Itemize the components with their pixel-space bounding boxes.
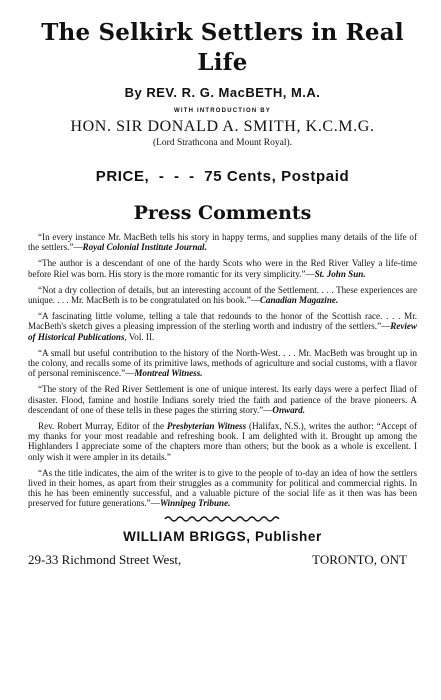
- book-title: The Selkirk Settlers in Real Life: [41, 19, 404, 76]
- review-item: “In every instance Mr. MacBeth tells his story in happy terms, and supplies many details of the life of the settlers.”—Royal Colonial Institute Journal.: [28, 232, 417, 253]
- review-source: St. John Sun.: [314, 268, 366, 279]
- publisher-name: WILLIAM BRIGGS, Publisher: [123, 528, 322, 544]
- price-line: PRICE, - - - 75 Cents, Postpaid: [95, 168, 350, 185]
- review-source: Winnipeg Tribune.: [159, 498, 231, 509]
- review-item: Rev. Robert Murray, Editor of the Presbyterian Witness (Halifax, N.S.), writes the author: “Accept of my thanks for your most readable and refreshing book. I am delighted with it. Brought up among the Highlanders I appreciate some of the chapters more than others; but the book as a whole is excellent. I only wish it were ampler in its details.”: [28, 421, 417, 462]
- review-item: “As the title indicates, the aim of the writer is to give to the people of to-day an idea of how the settlers lived in their homes, as apart from their struggles as a community for political and commercial rights. In this he has been eminently successful, and a valuable picture of the social life as it then was has been preserved for future generations.”—Winnipeg Tribune.: [28, 467, 417, 509]
- review-item: “The author is a descendant of one of the hardy Scots who were in the Red River Valley a life-time before Riel was born. His story is the more romantic for its very simplicity.”—St. John Sun.: [28, 258, 417, 279]
- author-byline: By REV. R. G. MacBETH, M.A.: [124, 85, 321, 100]
- city-name: TORONTO, ONT: [312, 551, 407, 567]
- introducer-note: (Lord Strathcona and Mount Royal).: [152, 138, 293, 148]
- press-heading: Press Comments: [133, 202, 312, 224]
- review-source: Royal Colonial Institute Journal.: [82, 242, 207, 253]
- review-item: “Not a dry collection of details, but an interesting account of the Settlement. . . . These experiences are unique. . . . Mr. MacBeth is to be congratulated on his book.”—Canadian Magazine.: [28, 284, 417, 306]
- street-address: 29-33 Richmond Street West,: [28, 551, 182, 567]
- review-item: “A small but useful contribution to the history of the North-West. . . . Mr. MacBeth was brought up in the colony, and recalls some of its primitive laws, methods of agriculture and social customs, with a flavor of personal reminiscence.”—Montreal Witness.: [28, 347, 417, 379]
- review-item: “A fascinating little volume, telling a tale that redounds to the honor of the Scottish race. . . . Mr. MacBeth's sketch gives a pleasing impression of the sterling worth and industry of the settlers.”—Review of Historical Publications, Vol. II.: [28, 311, 417, 342]
- review-source: Review of Historical Publications: [28, 321, 417, 342]
- press-reviews: [28, 232, 417, 509]
- publication-name: Presbyterian Witness: [166, 421, 247, 432]
- review-source: Onward.: [272, 404, 305, 415]
- introduction-label: WITH INTRODUCTION BY: [174, 108, 271, 114]
- ornamental-divider: [163, 515, 283, 523]
- publisher-address: [28, 552, 417, 568]
- introducer-name: HON. SIR DONALD A. SMITH, K.C.M.G.: [70, 118, 375, 135]
- review-item: “The story of the Red River Settlement is one of unique interest. Its early days were a perfect Iliad of disaster. Flood, famine and hostile Indians sorely tried the faith and patience of the brave pioneers. A descendant of one of these tells in these pages the stirring story.”—Onward.: [28, 384, 417, 415]
- review-source: Montreal Witness.: [134, 368, 203, 379]
- review-source: Canadian Magazine.: [259, 295, 339, 306]
